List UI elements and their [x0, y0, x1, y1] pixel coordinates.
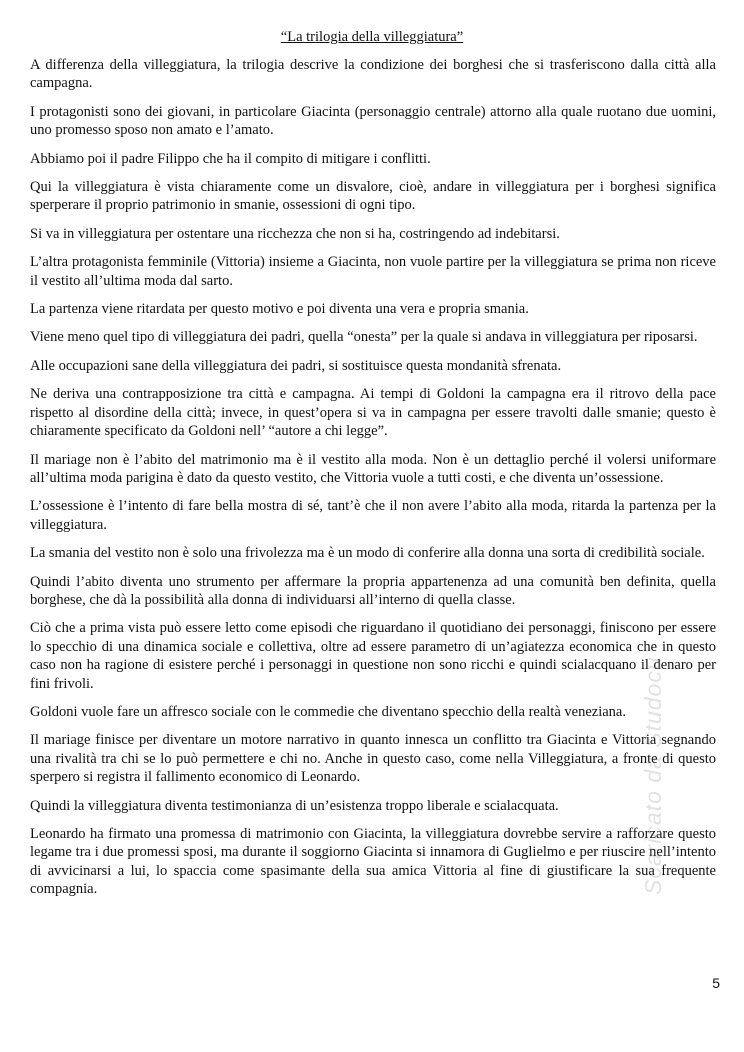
document-body — [30, 56, 716, 909]
paragraph: A differenza della villeggiatura, la trilogia descrive la condizione dei borghesi che si trasferiscono dalla città alla campagna. — [30, 57, 716, 92]
paragraph: Ne deriva una contrapposizione tra città e campagna. Ai tempi di Goldoni la campagna era il ritrovo della pace rispetto al disordine della città; invece, in quest’opera si va in campagna per essere travolti dalle smanie; questo è chiaramente specificato da Goldoni nell’ “autore a chi legge”. — [30, 386, 716, 440]
paragraph: Qui la villeggiatura è vista chiaramente come un disvalore, cioè, andare in villeggiatura per i borghesi significa sperperare il proprio patrimonio in smanie, ossessioni di ogni tipo. — [30, 179, 716, 214]
paragraph: La smania del vestito non è solo una frivolezza ma è un modo di conferire alla donna una sorta di credibilità sociale. — [30, 545, 705, 562]
paragraph: Leonardo ha firmato una promessa di matrimonio con Giacinta, la villeggiatura dovrebbe servire a rafforzare questo legame tra i due promessi sposi, ma durante il soggiorno Giacinta si innamora di Guglielmo e per riuscire nell’intento di avvicinarsi a lui, lo spaccia come spasimante della sua amica Vittoria al fine di giustificare la sua frequente compagnia. — [30, 826, 716, 898]
document-title: “La trilogia della villeggiatura” — [280, 29, 464, 45]
paragraph: Viene meno quel tipo di villeggiatura dei padri, quella “onesta” per la quale si andava in villeggiatura per riposarsi. — [30, 329, 698, 346]
page-number: 5 — [712, 975, 720, 991]
watermark: Scaricato da Studocu — [640, 656, 666, 895]
paragraph: L’ossessione è l’intento di fare bella mostra di sé, tant’è che il non avere l’abito alla moda, ritarda la partenza per la villeggiatura. — [30, 498, 716, 533]
paragraph: Quindi la villeggiatura diventa testimonianza di un’esistenza troppo liberale e scialacquata. — [30, 797, 559, 814]
paragraph: Il mariage non è l’abito del matrimonio ma è il vestito alla moda. Non è un dettaglio perché il volersi uniformare all’ultima moda parigina è dato da questo vestito, che Vittoria vuole a tutti costi, e che diventa un’ossessione. — [30, 451, 716, 486]
paragraph: Il mariage finisce per diventare un motore narrativo in quanto innesca un conflitto tra Giacinta e Vittoria segnando una rivalità tra chi se lo può permettere e chi no. Anche in questo caso, come nella Villeggiatura, a fronte di questo sperpero si registra il fallimento economico di Leonardo. — [30, 732, 716, 786]
paragraph: Abbiamo poi il padre Filippo che ha il compito di mitigare i conflitti. — [30, 150, 431, 167]
paragraph: Alle occupazioni sane della villeggiatura dei padri, si sostituisce questa mondanità sfrenata. — [30, 357, 562, 374]
paragraph: Quindi l’abito diventa uno strumento per affermare la propria appartenenza ad una comunità ben definita, quella borghese, che dà la possibilità alla donna di individuarsi all’interno di quella classe. — [30, 573, 716, 608]
paragraph: La partenza viene ritardata per questo motivo e poi diventa una vera e propria smania. — [30, 301, 529, 318]
paragraph: Goldoni vuole fare un affresco sociale con le commedie che diventano specchio della realtà veneziana. — [30, 703, 626, 720]
paragraph: Ciò che a prima vista può essere letto come episodi che riguardano il quotidiano dei personaggi, finiscono per essere lo specchio di una dinamica sociale e collettiva, oltre ad essere parametro di un’agiatezza economica che in questo caso non ha ragione di esistere perché i personaggi in questione non sono ricchi e quindi scialacquano il denaro per fini frivoli. — [30, 620, 716, 692]
paragraph: L’altra protagonista femminile (Vittoria) insieme a Giacinta, non vuole partire per la villeggiatura se prima non riceve il vestito all’ultima moda dal sarto. — [30, 254, 716, 289]
paragraph: Si va in villeggiatura per ostentare una ricchezza che non si ha, costringendo ad indebitarsi. — [30, 225, 560, 242]
paragraph: I protagonisti sono dei giovani, in particolare Giacinta (personaggio centrale) attorno alla quale ruotano due uomini, uno promesso sposo non amato e l’amato. — [30, 103, 716, 139]
